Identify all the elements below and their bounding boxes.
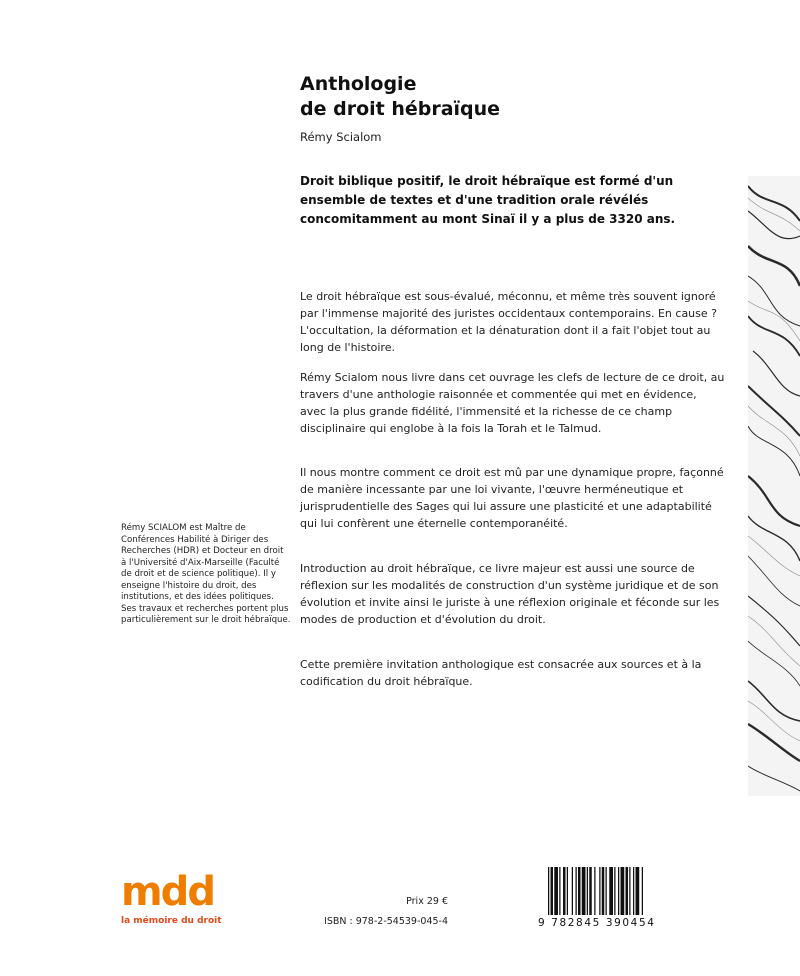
- marble-texture-strip: [748, 176, 800, 796]
- barcode-bar: [609, 867, 613, 915]
- barcode-bar: [582, 867, 586, 915]
- barcode-bar: [614, 867, 615, 915]
- barcode-bar: [559, 867, 560, 915]
- author-bio: Rémy SCIALOM est Maître de Conférences Habilité à Diriger des Recherches (HDR) et Docteur en droit à l'Université d'Aix-Marseille (Faculté de droit et de science politique). Il y enseigne l'histoire du droit, des institutions, et des idées politiques. Ses travaux et recherches portent plus particulièrement sur le droit hébraïque.: [121, 523, 291, 625]
- body-paragraph-2: Rémy Scialom nous livre dans cet ouvrage les clefs de lecture de ce droit, au travers d'une anthologie raisonnée et commentée qui met en évidence, avec la plus grande fidélité, l'immensité et la richesse de ce champ disciplinaire qui englobe à la fois la Torah et le Talmud.: [300, 371, 725, 435]
- barcode-bar: [589, 867, 592, 915]
- barcode-bar: [599, 867, 600, 915]
- barcode-bar: [548, 867, 549, 915]
- barcode-bar: [606, 867, 607, 915]
- barcode-bar: [567, 867, 568, 915]
- publisher-logo: mdd: [121, 869, 214, 915]
- body-paragraph-4: Introduction au droit hébraïque, ce livre majeur est aussi une source de réflexion sur les modalités de construction d'un système juridique et de son évolution et invite ainsi le juriste à une réflexion originale et féconde sur les modes de production et d'évolution du droit.: [300, 562, 720, 626]
- barcode-bar: [618, 867, 619, 915]
- barcode-bar: [578, 867, 581, 915]
- barcode-bar: [636, 867, 640, 915]
- barcode-bar: [629, 867, 630, 915]
- barcode-bar: [587, 867, 588, 915]
- barcode-bar: [642, 867, 643, 915]
- publisher-tagline: la mémoire du droit: [121, 916, 222, 926]
- barcode-bar: [554, 867, 558, 915]
- barcode-bar: [576, 867, 577, 915]
- title-line-1: Anthologie: [300, 73, 417, 95]
- body-paragraph-5: Cette première invitation anthologique est consacrée aux sources et à la codification du droit hébraïque.: [300, 658, 702, 688]
- lead-paragraph: Droit biblique positif, le droit hébraïque est formé d'un ensemble de textes et d'une tradition orale révélés concomitamment au mont Sinaï il y a plus de 3320 ans.: [300, 174, 676, 226]
- barcode-bar: [594, 867, 595, 915]
- barcode-bar: [563, 867, 566, 915]
- barcode-bar: [572, 867, 573, 915]
- barcode-bar: [621, 867, 625, 915]
- barcode-bar: [626, 867, 629, 915]
- barcode-bar: [551, 867, 554, 915]
- book-title: [300, 72, 500, 122]
- isbn-label: ISBN : 978-2-54539-045-4: [324, 916, 448, 927]
- price-label: Prix 29 €: [406, 896, 448, 907]
- body-paragraph-3: Il nous montre comment ce droit est mû par une dynamique propre, façonné de manière incessante par une loi vivante, l'œuvre herméneutique et jurisprudentielle des Sages qui lui assure une plasticité et une adaptabilité qui lui confèrent une éternelle contemporanéité.: [300, 466, 724, 530]
- body-paragraph-1: Le droit hébraïque est sous-évalué, méconnu, et même très souvent ignoré par l'immense majorité des juristes occidentaux contemporains. En cause ? L'occultation, la déformation et la dénaturation dont il a fait l'objet tout au long de l'histoire.: [300, 290, 717, 354]
- author-name: Rémy Scialom: [300, 130, 382, 144]
- title-line-2: de droit hébraïque: [300, 98, 501, 120]
- barcode-bar: [602, 867, 605, 915]
- barcode-bar: [633, 867, 634, 915]
- barcode-digits: 9 782845 390454: [538, 917, 656, 929]
